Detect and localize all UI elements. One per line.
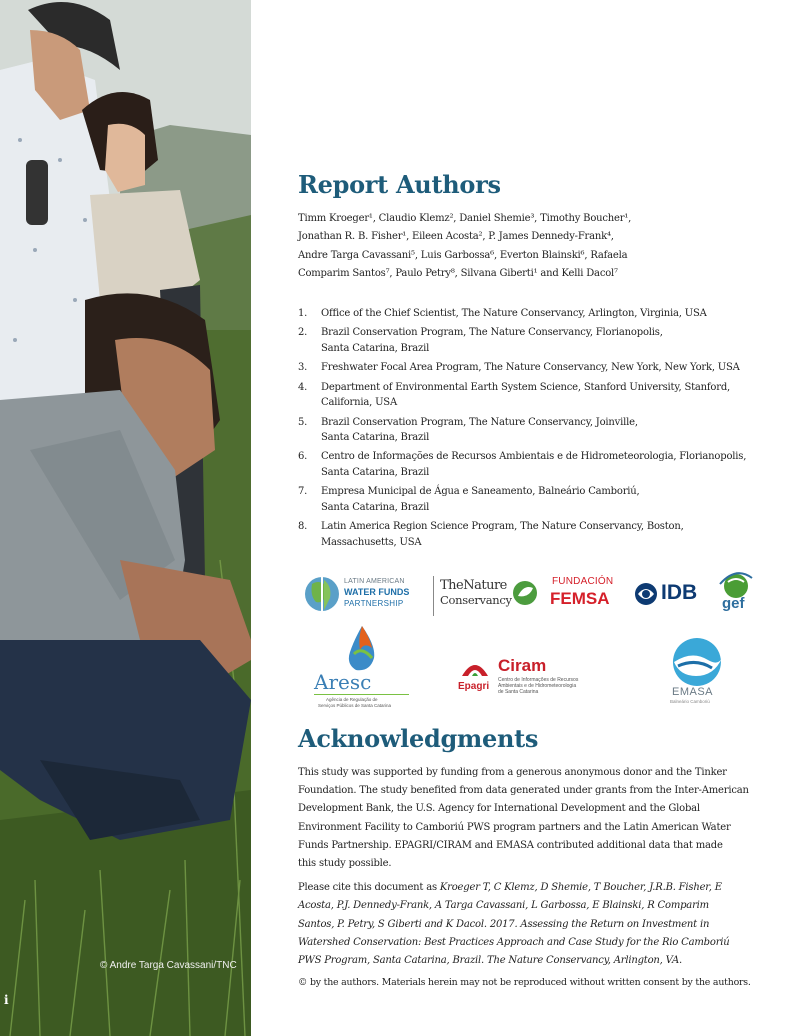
affiliation-text: Freshwater Focal Area Program, The Nature Conservancy, New York, New York, USA — [321, 362, 740, 374]
femsa-logo — [550, 576, 620, 616]
aresc-text: Aresc — [314, 670, 372, 694]
author-line: Comparim Santos⁷, Paulo Petry⁸, Silvana Giberti¹ and Kelli Dacol⁷ — [298, 268, 618, 280]
epagri-emblem-icon — [460, 658, 490, 680]
affiliation-item — [298, 449, 768, 480]
tnc-text-2: Conservancy — [440, 593, 512, 607]
aresc-subtext-2: Serviços Públicos de Santa Catarina — [318, 703, 392, 708]
affiliation-text: California, USA — [321, 397, 397, 409]
aresc-drop-icon — [342, 624, 382, 674]
idb-emblem-icon — [634, 582, 658, 606]
logo-divider — [433, 576, 434, 616]
citation-line: Acosta, P.J. Dennedy-Frank, A Targa Cavassani, L Garbossa, E Blainski, R Comparim — [298, 900, 709, 912]
page-number: i — [4, 993, 9, 1007]
gef-globe-icon — [718, 570, 754, 598]
acknowledgments-heading: Acknowledgments — [298, 724, 539, 753]
cover-photo — [0, 0, 251, 1036]
affiliation-item — [298, 306, 768, 322]
gef-logo — [716, 570, 756, 618]
affiliation-text: Brazil Conservation Program, The Nature Conservancy, Joinville, — [321, 416, 638, 428]
ack-line: Funds Partnership. EPAGRI/CIRAM and EMASA contributed additional data that made — [298, 839, 723, 851]
ack-line: this study possible. — [298, 858, 392, 870]
emasa-wave-icon — [662, 636, 732, 686]
affiliation-item — [298, 325, 768, 356]
affiliation-number: 2. — [298, 327, 308, 339]
ciram-subtext-1: Centro de Informações de Recursos — [498, 677, 579, 683]
affiliation-text: Centro de Informações de Recursos Ambientais e de Hidrometeorologia, Florianopolis, — [321, 451, 747, 463]
lawf-logo — [304, 572, 434, 616]
affiliation-text: Santa Catarina, Brazil — [321, 501, 430, 513]
copyright-notice: © by the authors. Materials herein may not be reproduced without written consent by the authors. — [298, 977, 751, 988]
ciram-text: Ciram — [498, 656, 547, 675]
affiliation-text: Department of Environmental Earth System Science, Stanford University, Stanford, — [321, 381, 731, 393]
citation-lead: Please cite this document as — [298, 882, 440, 894]
femsa-text-1: FUNDACIÓN — [552, 576, 614, 587]
author-line: Jonathan R. B. Fisher¹, Eileen Acosta², P. James Dennedy-Frank⁴, — [298, 231, 614, 243]
ciram-subtext-2: Ambientais e de Hidrometeorologia — [498, 683, 577, 689]
lawf-text-1: LATIN AMERICAN — [344, 578, 405, 585]
affiliation-number: 5. — [298, 416, 308, 428]
tnc-logo — [440, 578, 540, 618]
photo-credit: © Andre Targa Cavassani/TNC — [100, 960, 237, 971]
affiliation-number: 4. — [298, 381, 308, 393]
affiliation-number: 8. — [298, 521, 308, 533]
ack-line: Foundation. The study benefited from data generated under grants from the Inter-American — [298, 785, 749, 797]
lawf-text-3: PARTNERSHIP — [344, 599, 404, 608]
field-photo-illustration — [0, 0, 251, 1036]
ciram-logo — [458, 658, 608, 698]
aresc-subtext-1: Agência de Regulação de — [326, 697, 378, 702]
acknowledgments-body — [298, 764, 758, 976]
aresc-logo — [314, 624, 409, 710]
affiliation-item — [298, 360, 768, 376]
affiliation-text: Santa Catarina, Brazil — [321, 342, 430, 354]
emasa-subtext: Balneário Camboriú — [670, 699, 710, 704]
citation-line: Santos, P. Petry, S Giberti and K Dacol. 2017. Assessing the Return on Investment in — [298, 918, 710, 930]
partner-logos — [298, 566, 768, 716]
affiliation-text: Office of the Chief Scientist, The Nature Conservancy, Arlington, Virginia, USA — [321, 308, 707, 319]
author-line: Andre Targa Cavassani⁵, Luis Garbossa⁶, Everton Blainski⁶, Rafaela — [298, 249, 628, 261]
aresc-rule — [314, 694, 409, 695]
citation-line: Watershed Conservation: Best Practices Approach and Case Study for the Rio Camboriú — [298, 936, 730, 948]
affiliation-number: 6. — [298, 451, 308, 463]
lawf-globe-icon — [304, 572, 340, 616]
affiliation-text: Santa Catarina, Brazil — [321, 432, 430, 444]
ack-line: Environment Facility to Camboriú PWS program partners and the Latin American Water — [298, 821, 731, 833]
affiliation-text: Massachusetts, USA — [321, 536, 422, 548]
ack-line: Development Bank, the U.S. Agency for International Development and the Global — [298, 803, 700, 815]
affiliation-text: Latin America Region Science Program, The Nature Conservancy, Boston, — [321, 521, 684, 533]
ciram-subtext-3: de Santa Catarina — [498, 689, 539, 695]
idb-logo — [634, 580, 700, 612]
lawf-text-2: WATER FUNDS — [344, 587, 410, 597]
affiliation-text: Brazil Conservation Program, The Nature Conservancy, Florianopolis, — [321, 327, 663, 339]
gef-text: gef — [722, 595, 745, 612]
affiliation-list — [298, 306, 768, 554]
ack-line: This study was supported by funding from a generous anonymous donor and the Tinker — [298, 767, 727, 778]
idb-text: IDB — [661, 581, 698, 604]
affiliation-text: Santa Catarina, Brazil — [321, 466, 430, 478]
citation-line: PWS Program, Santa Catarina, Brazil. The Nature Conservancy, Arlington, VA. — [298, 955, 682, 967]
citation-paragraph — [298, 879, 758, 970]
affiliation-item — [298, 519, 768, 550]
affiliation-text: Empresa Municipal de Água e Saneamento, Balneário Camboriú, — [321, 486, 640, 498]
tnc-leaf-icon — [512, 580, 538, 606]
ack-paragraph — [298, 764, 758, 873]
affiliation-number: 7. — [298, 486, 308, 498]
report-authors-heading: Report Authors — [298, 170, 501, 199]
citation-line: Kroeger T, C Klemz, D Shemie, T Boucher, J.R.B. Fisher, E — [439, 882, 722, 894]
emasa-logo — [660, 636, 740, 710]
affiliation-item — [298, 415, 768, 446]
affiliation-number: 1. — [298, 308, 308, 319]
tnc-text-1: TheNature — [440, 578, 507, 593]
author-line: Timm Kroeger¹, Claudio Klemz², Daniel Shemie³, Timothy Boucher¹, — [298, 213, 632, 224]
affiliation-item — [298, 380, 768, 411]
author-list — [298, 210, 768, 284]
affiliation-item — [298, 484, 768, 515]
emasa-text: EMASA — [672, 686, 714, 698]
epagri-text: Epagri — [458, 681, 490, 692]
affiliation-number: 3. — [298, 362, 308, 374]
femsa-text-2: FEMSA — [550, 589, 610, 608]
